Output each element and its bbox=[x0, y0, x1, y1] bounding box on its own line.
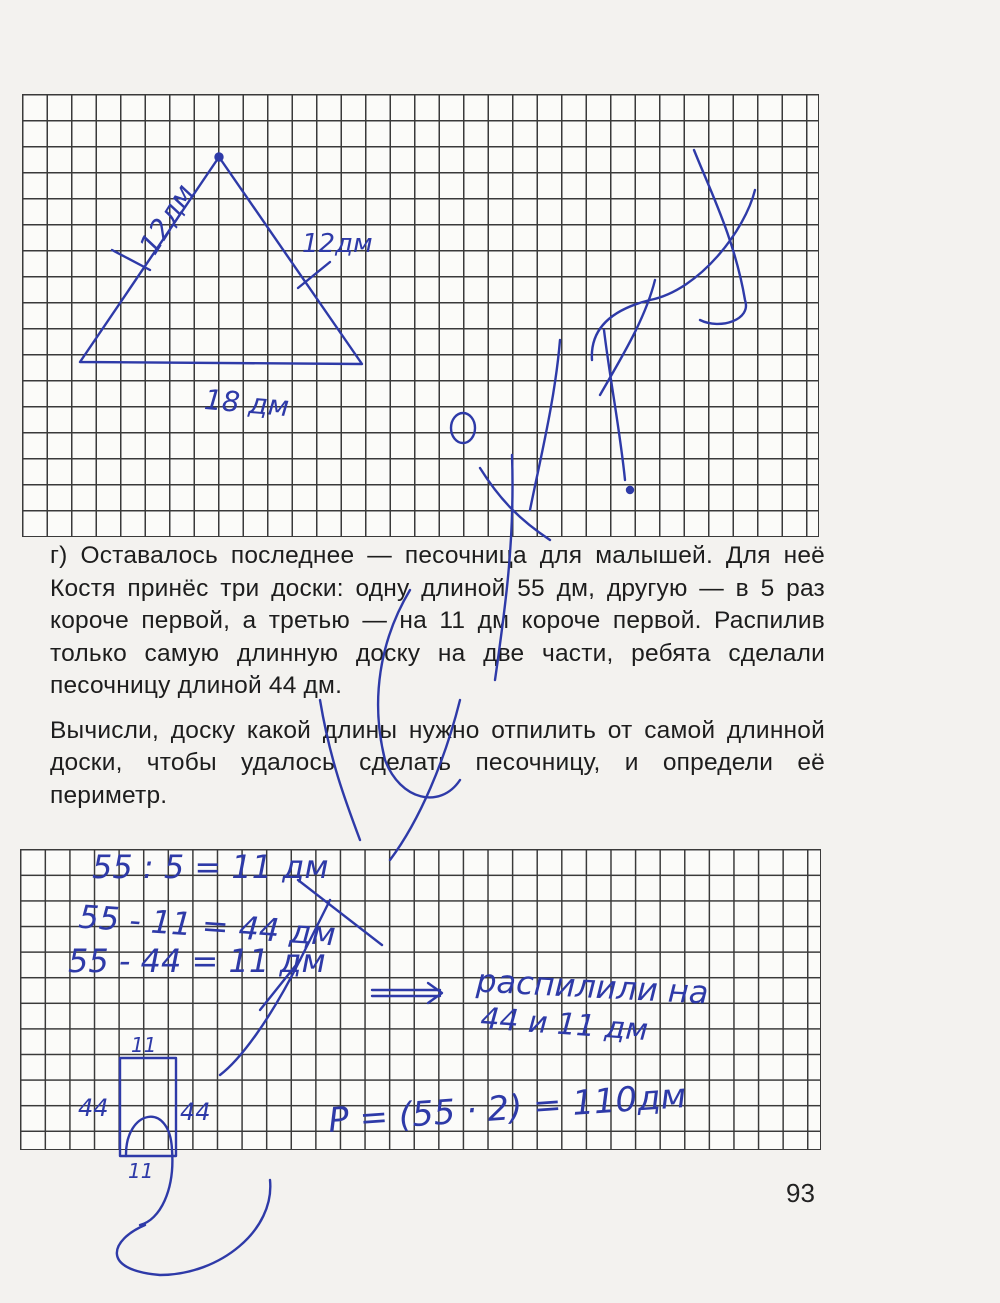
scribble-stroke bbox=[600, 280, 655, 395]
triangle-right-label: 12дм bbox=[302, 229, 373, 259]
scribble-stroke bbox=[390, 700, 460, 860]
scribble-o bbox=[451, 413, 475, 443]
solution-line-1: 55 : 5 = 11 дм bbox=[92, 848, 329, 886]
scribble-dot bbox=[627, 487, 633, 493]
triangle-left-label: 12дм bbox=[132, 178, 201, 261]
rect-right-label: 44 bbox=[180, 1098, 211, 1126]
result-line-2: 44 и 11 дм bbox=[479, 1001, 650, 1048]
rect-top-label: 11 bbox=[131, 1033, 157, 1057]
arrow-head bbox=[428, 983, 442, 1003]
solution-line-2: 55 - 11 = 44 дм bbox=[77, 897, 337, 954]
scribble-stroke bbox=[320, 700, 360, 840]
task-paragraph-2: Вычисли, доску какой длины нужно отпилить от самой длинной доски, чтобы удалось сделать песочницу, и определи её периметр. bbox=[50, 716, 825, 809]
page-number: 93 bbox=[786, 1178, 815, 1208]
scribble-stroke bbox=[592, 190, 755, 360]
task-letter: г) bbox=[50, 542, 68, 569]
triangle-tick-left bbox=[112, 250, 150, 270]
task-condition: Оставалось последнее — песочница для малышей. Для неё Костя принёс три доски: одну длиной 55 дм, другую — в 5 раз короче первой, а третью — на 11 дм короче первой. Распилив только самую длинную доску на две части, ребята сделали песочницу длиной 44 дм. bbox=[50, 542, 825, 699]
scribble-stroke bbox=[378, 590, 460, 797]
scribble-stroke bbox=[604, 330, 625, 480]
result-line-1: распилили на bbox=[475, 961, 710, 1012]
scribble-stroke bbox=[480, 468, 550, 540]
scribble-stroke bbox=[495, 455, 513, 680]
scribble-stroke bbox=[530, 340, 560, 510]
triangle-base-label: 18 дм bbox=[202, 382, 291, 424]
triangle-apex-dot bbox=[216, 154, 223, 161]
scribble-stroke bbox=[694, 150, 746, 324]
solution-line-3: 55 - 44 = 11 дм bbox=[68, 942, 326, 980]
triangle-tick-right bbox=[298, 262, 330, 288]
sandbox-curve bbox=[117, 1180, 270, 1275]
triangle-drawing bbox=[80, 157, 362, 364]
perimeter-answer: P = (55 · 2) = 110дм bbox=[326, 1076, 688, 1141]
rect-left-label: 44 bbox=[78, 1094, 109, 1122]
rect-bottom-label: 11 bbox=[128, 1159, 154, 1183]
